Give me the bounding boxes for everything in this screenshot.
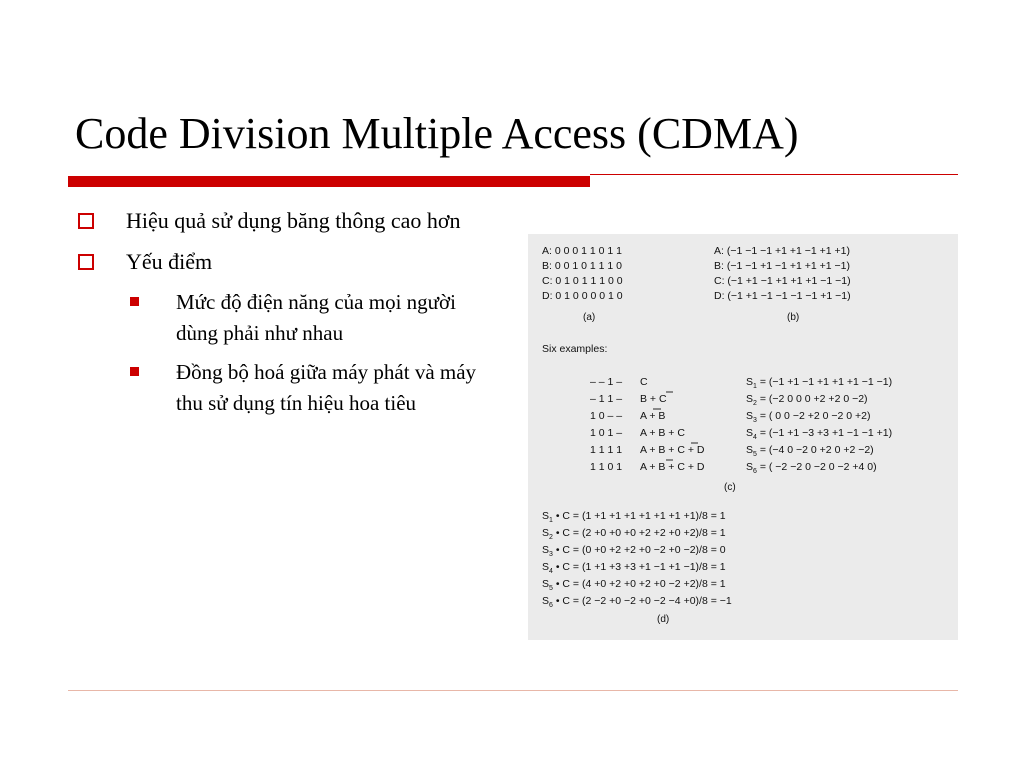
label-c: (c) <box>724 482 736 493</box>
label-a: (a) <box>583 312 596 323</box>
example-row <box>590 444 874 458</box>
example-sum: B + C <box>640 393 667 405</box>
bullet-item <box>78 246 498 277</box>
example-row <box>590 427 892 441</box>
example-bits: 1 1 1 1 <box>590 444 623 456</box>
inner-product-row: $S_6$ • C = (2 −2 +0 −2 +0 −2 −4 +0)/8 = −1 <box>542 595 732 609</box>
example-vector: $S_1 = (-1 +1 -1 +1 +1 +1 -1 -1)$ <box>746 376 893 390</box>
bullet-item <box>78 205 498 236</box>
example-sum: A + B + C + D <box>640 461 705 473</box>
example-row <box>590 393 868 407</box>
example-bits: – 1 1 – <box>590 393 623 405</box>
inner-product-row: $S_1$ • C = (1 +1 +1 +1 +1 +1 +1 +1)/8 = 1 <box>542 510 726 524</box>
chip-bipolar-a: A: (−1 −1 −1 +1 +1 −1 +1 +1) <box>714 245 851 257</box>
example-bits: 1 0 – – <box>590 410 623 422</box>
chip-binary-a: A: 0 0 0 1 1 0 1 1 <box>542 245 622 257</box>
example-row <box>590 410 870 424</box>
example-vector: $S_2 = (-2$ 0 0 0 +2 +2 0 −2) <box>746 393 868 407</box>
title-underline-thin <box>590 174 958 175</box>
bullet-text: Hiệu quả sử dụng băng thông cao hơn <box>126 208 461 233</box>
footer-divider <box>68 690 958 691</box>
inner-product-row: $S_3$ • C = (0 +0 +2 +2 +0 −2 +0 −2)/8 = 0 <box>542 544 726 558</box>
example-bits: 1 0 1 – <box>590 427 623 439</box>
example-sum: A + B + C <box>640 427 685 439</box>
hollow-square-bullet-icon <box>78 254 94 270</box>
bullet-list <box>78 205 498 427</box>
slide-title: Code Division Multiple Access (CDMA) <box>75 109 799 158</box>
label-b: (b) <box>787 312 800 323</box>
hollow-square-bullet-icon <box>78 213 94 229</box>
sub-bullet-item <box>78 287 498 349</box>
bullet-text: Yếu điểm <box>126 249 213 274</box>
sub-bullet-text: Mức độ điện năng của mọi người dùng phải như nhau <box>176 290 456 345</box>
example-vector: $S_4 = (-1 +1 -3 +3 +1 -1 -1 +1)$ <box>746 427 893 441</box>
filled-square-bullet-icon <box>130 367 139 376</box>
inner-product-row: $S_5$ • C = (4 +0 +2 +0 +2 +0 −2 +2)/8 = 1 <box>542 578 726 592</box>
chip-binary-d: D: 0 1 0 0 0 0 1 0 <box>542 290 623 302</box>
example-bits: – – 1 – <box>590 376 623 388</box>
chip-bipolar-c: C: (−1 +1 −1 +1 +1 +1 −1 −1) <box>714 275 851 287</box>
example-vector: $S_6$ = ( −2 −2 0 −2 0 −2 +4 0) <box>746 461 877 475</box>
chip-bipolar-d: D: (−1 +1 −1 −1 −1 −1 +1 −1) <box>714 290 851 302</box>
sub-bullet-text: Đồng bộ hoá giữa máy phát và máy thu sử dụng tín hiệu hoa tiêu <box>176 360 477 415</box>
example-vector: $S_3$ = ( 0 0 −2 +2 0 −2 0 +2) <box>746 410 871 424</box>
label-d: (d) <box>657 614 670 625</box>
chip-binary-b: B: 0 0 1 0 1 1 1 0 <box>542 260 622 272</box>
example-row <box>590 461 877 475</box>
inner-product-row: $S_2$ • C = (2 +0 +0 +0 +2 +2 +0 +2)/8 = 1 <box>542 527 726 541</box>
example-sum: C <box>640 376 648 388</box>
six-examples-heading: Six examples: <box>542 343 608 355</box>
sub-bullet-item <box>78 357 498 419</box>
example-vector: $S_5 = (-4$ 0 −2 0 +2 0 +2 −2) <box>746 444 874 458</box>
cdma-chip-sequence-figure <box>528 234 958 640</box>
example-bits: 1 1 0 1 <box>590 461 623 473</box>
chip-binary-c: C: 0 1 0 1 1 1 0 0 <box>542 275 623 287</box>
example-row <box>590 376 892 390</box>
example-sum: A + B + C + D <box>640 444 705 456</box>
title-underline-thick <box>68 176 590 187</box>
figure-canvas <box>528 234 958 640</box>
chip-bipolar-b: B: (−1 −1 +1 −1 +1 +1 +1 −1) <box>714 260 851 272</box>
inner-product-row: $S_4$ • C = (1 +1 +3 +3 +1 −1 +1 −1)/8 = 1 <box>542 561 726 575</box>
filled-square-bullet-icon <box>130 297 139 306</box>
example-sum: A + B <box>640 410 666 422</box>
